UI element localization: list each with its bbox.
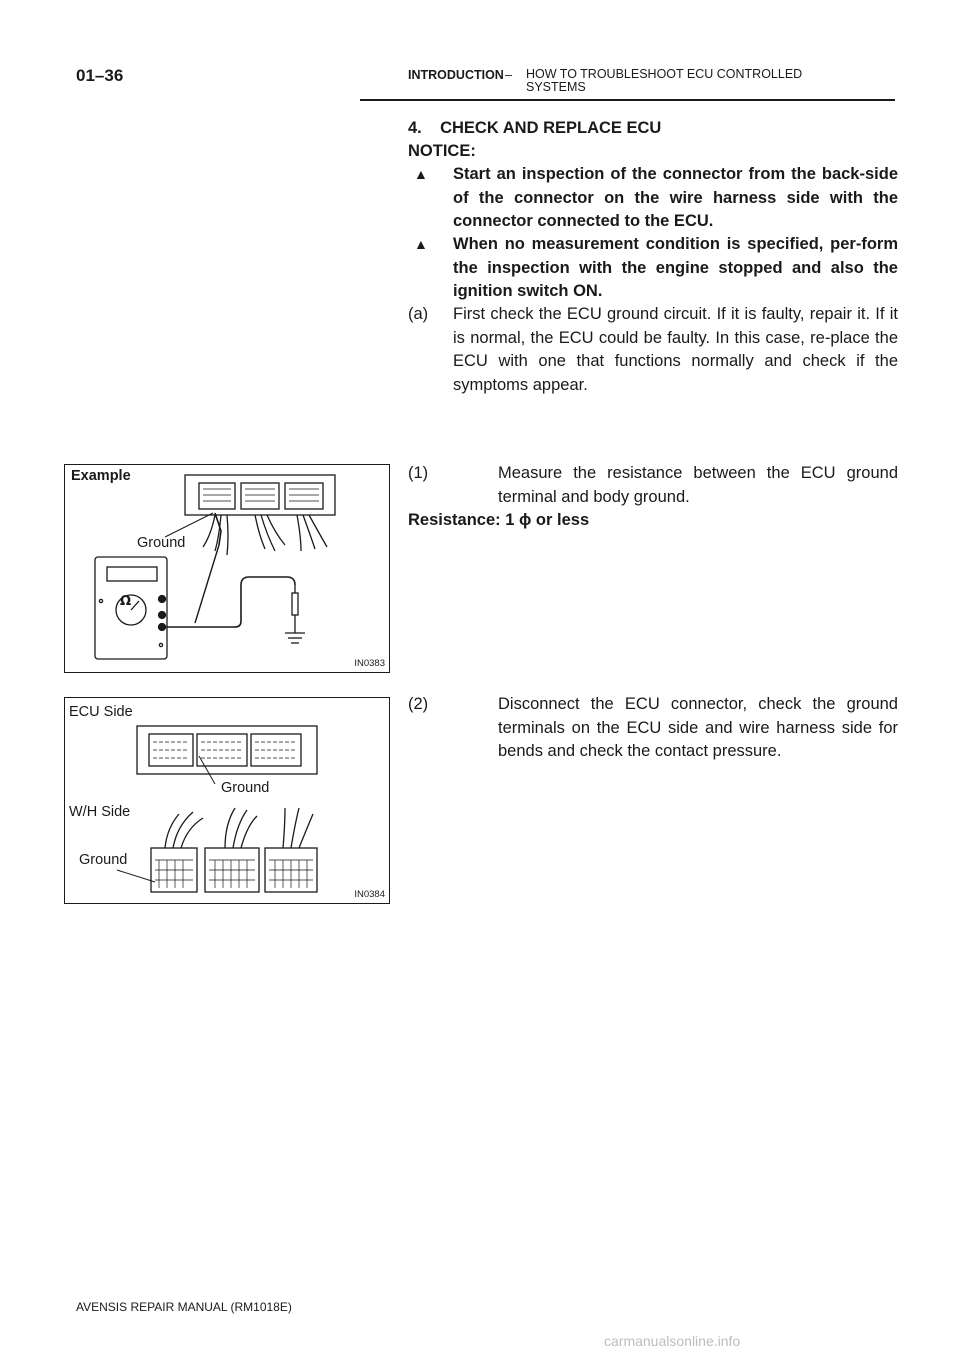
figure-label-ecu-side: ECU Side [69, 704, 133, 720]
header-rule [360, 99, 895, 101]
figure-label-wh-side: W/H Side [69, 804, 131, 820]
figure-ground-resistance [64, 464, 390, 673]
figure-code: IN0383 [354, 658, 385, 669]
item-1-text: Measure the resistance between the ECU ground terminal and body ground. [498, 464, 898, 506]
item-a-label: (a) [408, 305, 429, 323]
header-title: HOW TO TROUBLESHOOT ECU CONTROLLED SYSTEMS [526, 67, 803, 94]
footer-watermark: carmanualsonline.info [604, 1333, 741, 1349]
item-2-label: (2) [408, 695, 429, 713]
notice-label: NOTICE: [408, 142, 476, 160]
figure-label-ground-ecu: Ground [221, 780, 270, 796]
figure-connector-ground-terminals [64, 697, 390, 904]
figure-label-ground: Ground [137, 535, 186, 551]
bullet-triangle-icon: ▲ [414, 236, 428, 252]
ohmmeter-connector-illustration [65, 465, 389, 672]
bullet-triangle-icon: ▲ [414, 166, 428, 182]
step-heading: 4. CHECK AND REPLACE ECU [408, 119, 662, 137]
notice-bullet-2: When no measurement condition is specified, per-form the inspection with the engine stopped and also the ignition switch ON. [453, 235, 898, 300]
notice-bullet-1: Start an inspection of the connector from the back-side of the connector on the wire harness side with the connector connected to the ECU. [453, 165, 898, 230]
resistance-spec: Resistance: 1 ϕ or less [408, 511, 590, 529]
figure-code: IN0384 [354, 889, 385, 900]
figure-label-example: Example [71, 468, 131, 484]
header-section: INTRODUCTION [408, 68, 504, 82]
item-a-text: First check the ECU ground circuit. If it is faulty, repair it. If it is normal, the ECU could be faulty. In this case, re-place the ECU with one that functions normally and check if the symptoms appear. [453, 305, 898, 394]
figure-label-ground-wh: Ground [79, 852, 128, 868]
item-1-label: (1) [408, 464, 429, 482]
item-2-text: Disconnect the ECU connector, check the ground terminals on the ECU side and wire harness side for bends and check the contact pressure. [498, 695, 898, 760]
connector-pair-illustration [65, 698, 389, 903]
svg-text:Ω: Ω [120, 594, 132, 609]
footer-manual-title: AVENSIS REPAIR MANUAL (RM1018E) [76, 1300, 292, 1314]
header-dash: – [505, 68, 512, 82]
page-number: 01–36 [76, 66, 124, 85]
